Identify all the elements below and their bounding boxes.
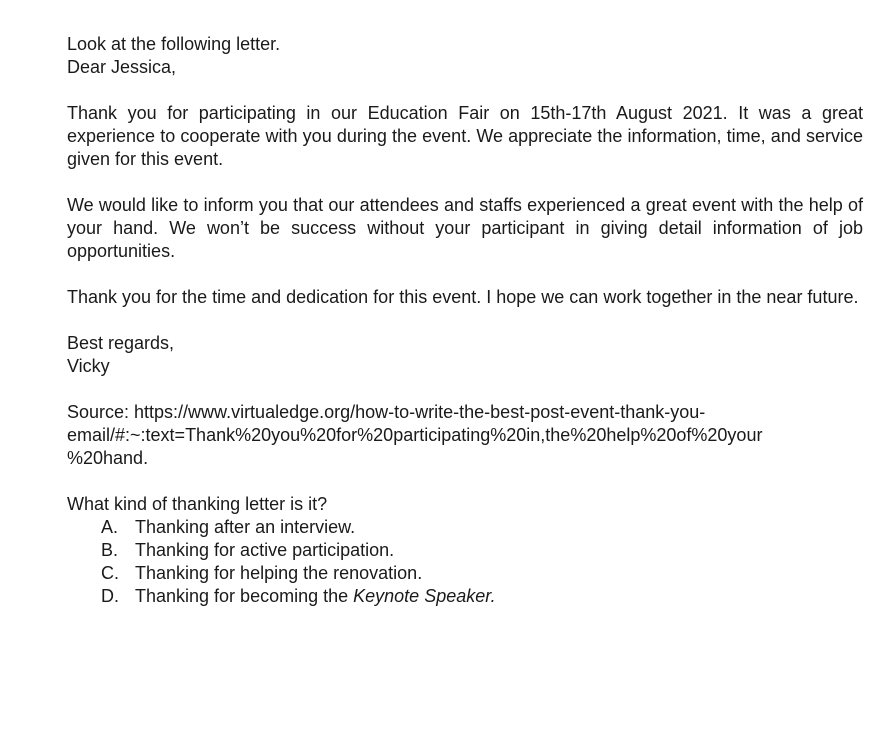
source-line: %20hand. (67, 448, 149, 468)
option-d: D. Thanking for becoming the Keynote Speaker. (101, 586, 496, 606)
option-a: A. Thanking after an interview. (101, 517, 356, 537)
option-c: C. Thanking for helping the renovation. (101, 563, 423, 583)
salutation: Dear Jessica, (67, 57, 177, 77)
intro-text: Look at the following letter. (67, 34, 281, 54)
option-b: B. Thanking for active participation. (101, 540, 395, 560)
answer-options (67, 516, 863, 608)
letter-paragraph: We would like to inform you that our attendees and staffs experienced a great event with the help of your hand. We won’t be success without your participant in giving detail information of job opportunities. (67, 195, 863, 261)
question: What kind of thanking letter is it? (67, 494, 328, 514)
signature: Vicky (67, 356, 110, 376)
document (67, 33, 863, 608)
source-line: email/#:~:text=Thank%20you%20for%20participating%20in,the%20help%20of%20your (67, 425, 763, 445)
source-line: Source: https://www.virtualedge.org/how-to-write-the-best-post-event-thank-you- (67, 402, 706, 422)
letter-paragraph: Thank you for participating in our Education Fair on 15th-17th August 2021. It was a great experience to cooperate with you during the event. We appreciate the information, time, and service given for this event. (67, 103, 863, 169)
letter-paragraph: Thank you for the time and dedication for this event. I hope we can work together in the near future. (67, 287, 859, 307)
closing: Best regards, (67, 333, 175, 353)
